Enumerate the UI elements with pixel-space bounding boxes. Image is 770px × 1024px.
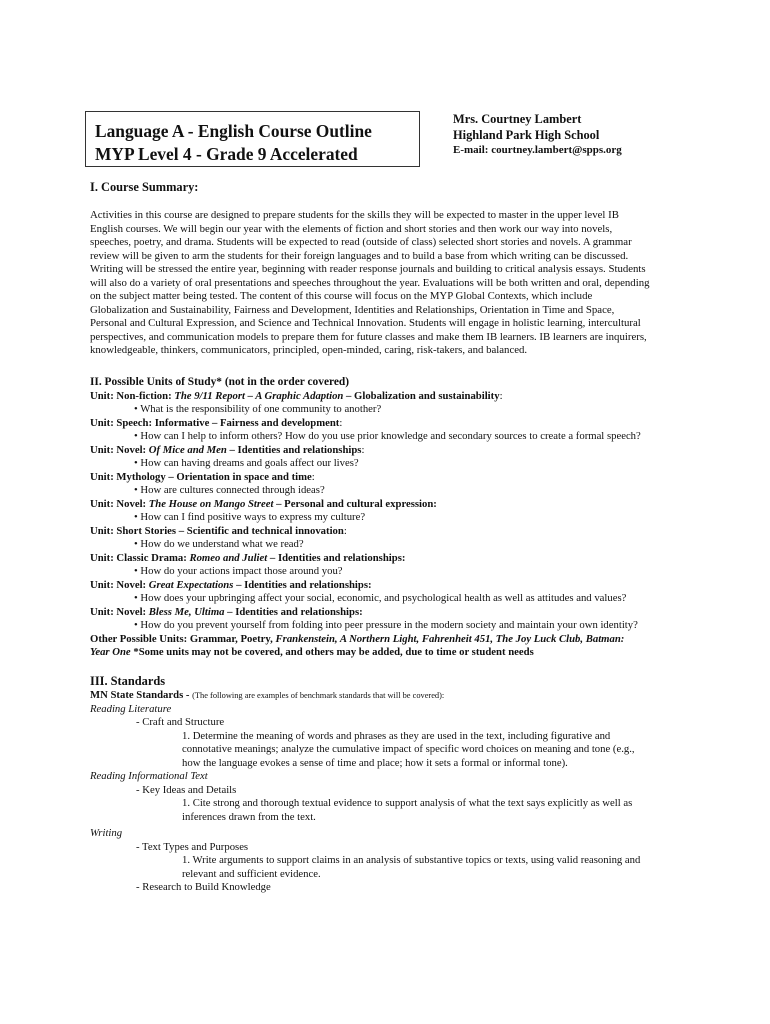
summary-line: knowledgeable, thinkers, communicators, principled, open-minded, caring, risk-takers, and balanced. [90, 344, 528, 356]
teacher-name: Mrs. Courtney Lambert [453, 112, 582, 126]
other-units: Other Possible Units: Grammar, Poetry, Frankenstein, A Northern Light, Fahrenheit 451, The Joy Luck Club, Batman: [90, 632, 625, 645]
unit-question: • What is the responsibility of one community to another? [134, 403, 382, 415]
summary-line: Writing will be stressed the entire year, beginning with reader response journals and building to critical analysis essays. Students [90, 263, 646, 275]
research-knowledge: - Research to Build Knowledge [136, 881, 271, 893]
unit-question: • How do your actions impact those around you? [134, 565, 343, 577]
course-summary-heading: I. Course Summary: [90, 180, 199, 194]
types-standard-line: relevant and sufficient evidence. [182, 867, 321, 880]
unit-question: • How are cultures connected through ideas? [134, 484, 325, 496]
reading-informational-label: Reading Informational Text [90, 770, 208, 782]
teacher-info [453, 111, 622, 158]
summary-line: perspectives, and communication models to prepare them for future classes and make them IB learners. IB learners are inquirers, [90, 330, 647, 343]
unit-question: • How can I find positive ways to express my culture? [134, 511, 366, 523]
summary-line: Globalization and Sustainability, Fairness and Development, Identities and Relationships, Orientation in Time and Space, [90, 303, 615, 316]
school-name: Highland Park High School [453, 128, 600, 142]
summary-line: will also do a variety of oral presentations and speeches throughout the year. Evaluations will be both written and oral, depending [90, 276, 650, 289]
craft-standard-line: connotative meanings; analyze the cumulative impact of specific word choices on meaning and tone (e.g., [182, 743, 635, 755]
standards-heading: III. Standards [90, 674, 166, 688]
unit-question: • How does your upbringing affect your social, economic, and psychological health as well as attitudes and values? [134, 592, 627, 604]
unit-question: • How can I help to inform others? How do you use prior knowledge and secondary sources to create a formal speech? [134, 430, 641, 442]
craft-standard-line: 1. Determine the meaning of words and phrases as they are used in the text, including figurative and [182, 729, 611, 742]
units-section [90, 376, 690, 660]
craft-standard-line: how the language evokes a sense of time and place; how it sets a formal or informal tone). [182, 756, 568, 769]
course-title-box [85, 111, 420, 167]
summary-line: Activities in this course are designed to prepare students for the skills they will be expected to master in the upper level IB [90, 209, 619, 221]
unit-nonfiction: Unit: Non-fiction: The 9/11 Report – A Graphic Adaption – Globalization and sustainability: [90, 389, 503, 402]
course-summary-text [90, 209, 688, 358]
craft-structure: - Craft and Structure [136, 716, 225, 728]
teacher-email: E-mail: courtney.lambert@spps.org [453, 144, 622, 156]
reading-literature-label: Reading Literature [90, 702, 172, 715]
unit-speech: Unit: Speech: Informative – Fairness and development: [90, 416, 343, 429]
mn-standards: MN State Standards - (The following are examples of benchmark standards that will be covered): [90, 689, 445, 701]
unit-mythology: Unit: Mythology – Orientation in space and time: [90, 470, 315, 483]
summary-line: speeches, poetry, and drama. Students will be expected to read (outside of class) selected short stories and novels. A grammar [90, 236, 632, 248]
text-types: - Text Types and Purposes [136, 840, 249, 853]
unit-novel-mango: Unit: Novel: The House on Mango Street – Personal and cultural expression: [90, 497, 437, 510]
types-standard-line: 1. Write arguments to support claims in an analysis of substantive topics or texts, using valid reasoning and [182, 854, 641, 866]
summary-line: English courses. We will begin our year with the elements of fiction and short stories and then work our way into novels, [90, 222, 613, 235]
key-standard-line: inferences drawn from the text. [182, 810, 316, 823]
other-units-note: Year One *Some units may not be covered, and others may be added, due to time or student needs [90, 646, 534, 658]
summary-line: Personal and Cultural Expression, and Science and Technical Innovation. Students will engage in holistic learning, intercultural [90, 317, 641, 329]
units-heading: II. Possible Units of Study* (not in the order covered) [90, 376, 350, 388]
unit-novel-great-expectations: Unit: Novel: Great Expectations – Identities and relationships: [90, 578, 372, 591]
course-title-line1: Language A - English Course Outline [95, 121, 372, 141]
unit-short-stories: Unit: Short Stories – Scientific and technical innovation: [90, 524, 347, 537]
writing-label: Writing [90, 827, 123, 839]
unit-question: • How do we understand what we read? [134, 538, 304, 550]
summary-line: review will be given to arm the students for their foreign languages and to build a base from which writing can be discussed. [90, 249, 629, 262]
unit-question: • How do you prevent yourself from folding into peer pressure in the modern society and maintain your own identity? [134, 619, 638, 631]
unit-classic-drama: Unit: Classic Drama: Romeo and Juliet – Identities and relationships: [90, 551, 406, 564]
unit-question: • How can having dreams and goals affect our lives? [134, 457, 359, 469]
summary-line: on the subject matter being tested. The content of this course will focus on the MYP Global Contexts, which include [90, 290, 593, 302]
unit-novel-mice: Unit: Novel: Of Mice and Men – Identities and relationships: [90, 443, 365, 456]
key-ideas: - Key Ideas and Details [136, 783, 237, 796]
key-standard-line: 1. Cite strong and thorough textual evidence to support analysis of what the text says explicitly as well as [182, 797, 633, 809]
course-title-line2: MYP Level 4 - Grade 9 Accelerated [95, 144, 358, 164]
unit-novel-ultima: Unit: Novel: Bless Me, Ultima – Identities and relationships: [90, 605, 363, 618]
standards-section [90, 673, 690, 895]
